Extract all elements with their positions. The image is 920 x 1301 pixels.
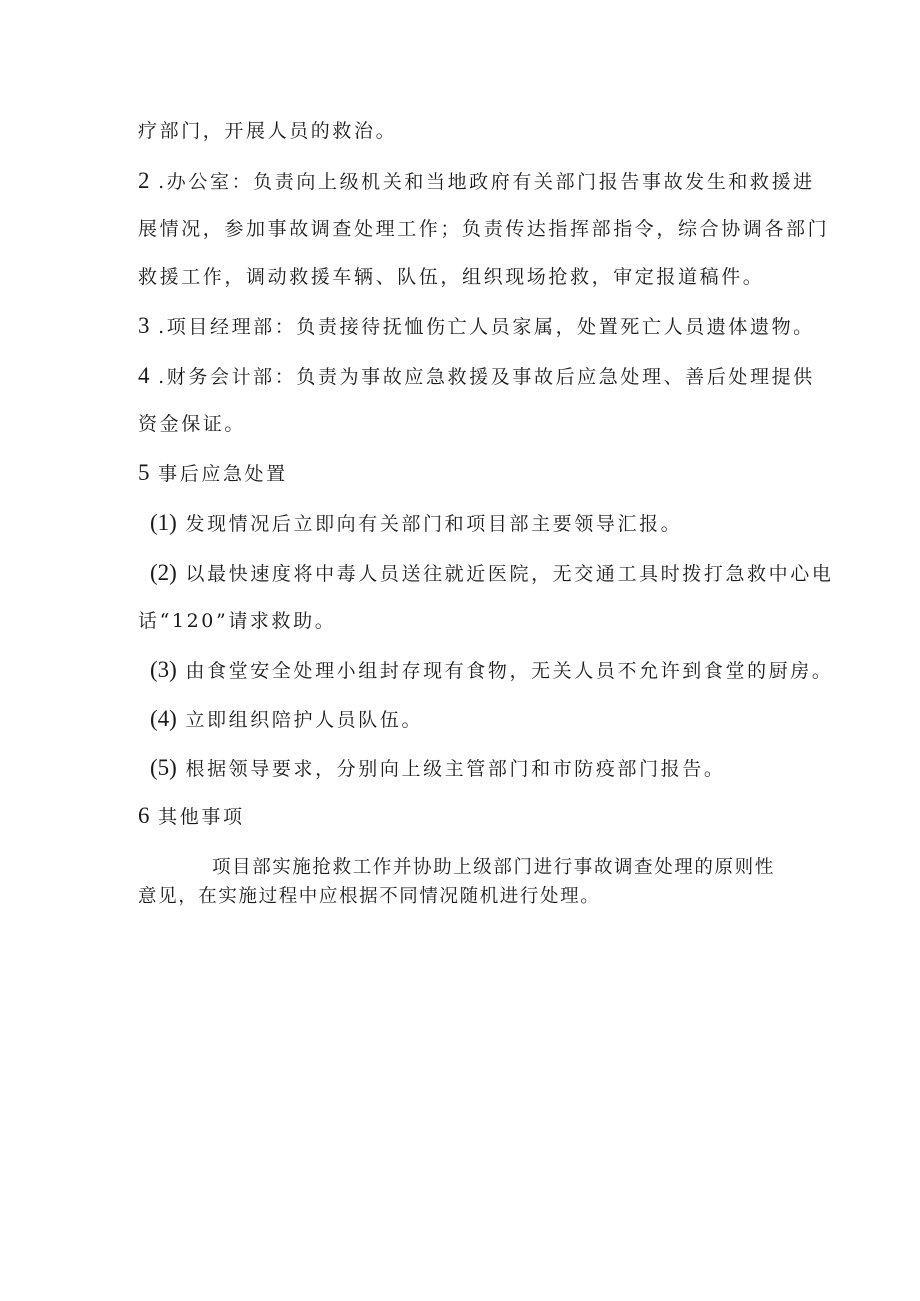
- line-text: .财务会计部：负责为事故应急救援及事故后应急处理、善后处理提供: [149, 366, 815, 388]
- line-text: 根据领导要求，分别向上级主管部门和市防疫部门报告。: [176, 758, 726, 780]
- item-number: 2: [138, 168, 150, 193]
- list-item: [150, 657, 833, 684]
- text-line: [138, 264, 764, 290]
- line-text: .项目经理部：负责接待抚恤伤亡人员家属，处置死亡人员遗体遗物。: [149, 316, 815, 338]
- item-number: (1): [150, 510, 177, 535]
- section-heading: [138, 803, 245, 830]
- line-text: 项目部实施抢救工作并协助上级部门进行事故调查处理的原则性: [212, 857, 775, 878]
- text-line: [138, 608, 336, 634]
- line-text: 立即组织陪护人员队伍。: [176, 709, 424, 731]
- numbered-item: [138, 313, 815, 340]
- numbered-item: [138, 363, 815, 390]
- numbered-item: [138, 168, 815, 195]
- item-number: (3): [150, 657, 177, 682]
- line-text: 由食堂安全处理小组封存现有食物，无关人员不允许到食堂的厨房。: [176, 660, 834, 682]
- list-item: [150, 510, 682, 537]
- line-text: .办公室：负责向上级机关和当地政府有关部门报告事故发生和救援进: [149, 171, 815, 193]
- line-text: 救援工作，调动救援车辆、队伍，组织现场抢救，审定报道稿件。: [138, 266, 765, 288]
- item-number: (4): [150, 706, 177, 731]
- line-text: 意见，在实施过程中应根据不同情况随机进行处理。: [138, 886, 601, 907]
- paragraph-line: [138, 884, 600, 910]
- text-line: [138, 118, 397, 144]
- line-text: 展情况，参加事故调查处理工作；负责传达指挥部指令，综合协调各部门: [138, 218, 830, 240]
- section-number: 6: [138, 803, 150, 828]
- line-text: 以最快速度将中毒人员送往就近医院，无交通工具时拨打急救中心电: [176, 563, 834, 585]
- list-item: [150, 755, 725, 782]
- paragraph-line: [212, 855, 775, 881]
- line-text: 资金保证。: [138, 413, 247, 435]
- line-text: 疗部门，开展人员的救治。: [138, 120, 398, 142]
- line-text: 话“120”请求救助。: [138, 610, 337, 632]
- list-item: [150, 560, 833, 587]
- section-title: 事后应急处置: [149, 463, 288, 485]
- list-item: [150, 706, 423, 733]
- item-number: (2): [150, 560, 177, 585]
- item-number: (5): [150, 755, 177, 780]
- section-heading: [138, 460, 288, 487]
- section-number: 5: [138, 460, 150, 485]
- item-number: 3: [138, 313, 150, 338]
- text-line: [138, 216, 829, 242]
- item-number: 4: [138, 363, 150, 388]
- text-line: [138, 411, 246, 437]
- section-title: 其他事项: [149, 806, 245, 828]
- line-text: 发现情况后立即向有关部门和项目部主要领导汇报。: [176, 513, 683, 535]
